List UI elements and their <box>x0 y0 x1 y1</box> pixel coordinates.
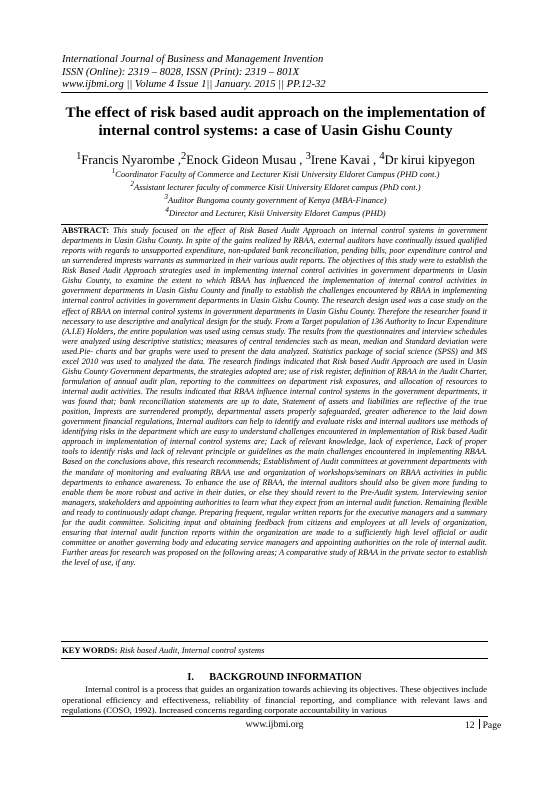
journal-header <box>62 54 326 92</box>
affiliation-text: Coordinator Faculty of Commerce and Lecturer Kisii University Eldoret Campus (PHD cont.) <box>115 168 440 179</box>
page-number: 12 <box>465 720 475 731</box>
affiliation-sup: 2 <box>130 179 134 188</box>
footer-site[interactable]: www.ijbmi.org <box>245 719 304 730</box>
journal-name: International Journal of Business and Management Invention <box>62 54 324 65</box>
journal-issn: ISSN (Online): 2319 – 8028, ISSN (Print): 2319 – 801X <box>62 66 300 78</box>
affiliation <box>50 166 501 179</box>
footer-page <box>465 719 501 731</box>
page-separator <box>479 719 480 729</box>
keywords-label: KEY WORDS: <box>62 645 118 655</box>
body-paragraph-text: Internal control is a process that guides an organization towards achieving its objectives. These objectives include operational efficiency and effectiveness, reliability of financial reporting, and compliance with relevant laws and regulations (COSO, 1992). Increased concerns regarding corporate accountability in various <box>62 684 487 715</box>
section-title: BACKGROUND INFORMATION <box>209 672 362 683</box>
affiliation-list <box>50 166 501 217</box>
keywords-text: Risk based Audit, Internal control systems <box>117 645 265 655</box>
author-name: Enock Gideon Musau , <box>186 153 303 168</box>
affiliation-sup: 1 <box>111 167 116 175</box>
affiliation-text: Auditor Bungoma county government of Kenya (MBA-Finance) <box>167 194 387 205</box>
affiliation <box>50 192 501 205</box>
affiliation <box>50 205 501 218</box>
affiliation-text: Assistant lecturer faculty of commerce Kisii University Eldoret campus (PhD cont.) <box>133 181 421 192</box>
author-name: Dr kirui kipyegon <box>384 153 475 168</box>
author-sup: 1 <box>76 151 82 162</box>
affiliation-sup: 4 <box>165 205 169 214</box>
author-sup: 4 <box>379 151 385 162</box>
affiliation-text: Director and Lecturer, Kisii University Eldoret Campus (PHD) <box>168 207 386 218</box>
header-rule <box>61 92 488 93</box>
journal-issue-line: www.ijbmi.org || Volume 4 Issue 1|| January. 2015 || PP.12-32 <box>62 79 326 91</box>
paper-title: The effect of risk based audit approach on the implementation of internal control systems: a case of Uasin Gishu County <box>65 104 486 139</box>
author-name: Francis Nyarombe , <box>81 153 182 168</box>
abstract-top-rule <box>61 224 488 225</box>
author-sup: 2 <box>181 151 187 162</box>
affiliation <box>50 179 501 192</box>
abstract-text: This study focused on the effect of Risk Based Audit Approach on internal control systems in government departments in Uasin Gishu County. In spite of the gains realized by RBAA, external auditors have continually issued qualified reports with regards to unsupported expenditure, non-updated bank reconciliation, pending bills, poor expenditure control and un surrendered imprests warrants as summarized in their various audit reports. The objectives of this study were to establish the Risk Based Audit Approach strategies used in implementing internal control activities in government departments in Uasin Gishu County, to examine the extent to which RBAA has influenced the implementation of internal control activities in government departments in Uasin Gishu County and finally to establish the challenges encountered by RBAA in implementing internal control activities in government departments in Uasin Gishu County. The research design used was a case study on the effect of RBAA on internal control systems in government departments in Uasin Gishu County. Therefore the researcher found it necessary to use descriptive and analytical design for the study. From a Target population of 136 Authority to Incur Expenditure (A.I.E) Holders, the entire population was used using census study. The results from the questionnaires and interview schedules were analyzed using descriptive statistics; measures of central tendencies such as mean, median and Standard deviation were used.Pie- charts and bar graphs were used to present the data analyzed. Statistics package of social science (SPSS) and MS excel 2010 was used to analyzed the data. The research findings indicated that Risk based Audit Approach are used in Uasin Gishu County Government departments, the strategies adopted are; use of risk register, definition of RBAA in the Audit Charter, formulation of annual audit plan, reporting to the committees on department risk exposures, and allocation of resources to internal audit activities. The results indicated that RBAA influence internal control systems in the government departments, it was found that; bank reconciliation statements are up to date, Statement of assets and liabilities are reflective of the true position, Imprests are surrendered promptly, departmental assets properly safeguarded, greater adherence to the laid down government financial regulations, Internal auditors can help to identify and evaluate risks and internal auditors use methods of identifying risks in the department which are easy to understand challenges encountered in implementation of Risk based Audit approach in implementation of internal control systems are; Lack of relevant knowledge, lack of experience, Lack of proper tools to identify risks and lack of relevant principle or guidelines as the main challenges encountered in implementing RBAA. Based on the conclusions above, this research recommends; Establishment of Audit committees at government departments with the mandate of monitoring and evaluating RBAA use and organization of workshops/seminars on RBAA activities in public departments to enhance awareness. To enhance the use of RBAA, the internal auditors should also be given more funding to enable them be more robust and active in their duties, or else they should revert to the Pre-Audit system. Interviewing senior managers, stakeholders and appointing authorities to learn what they expect from an internal audit function. Remaining flexible and ready to continuously adapt change. Preparing frequent, regular written reports for the executive managers and a summary for the audit committee. Soliciting input and obtaining feedback from citizens and employees at all levels of organization, ensuring that internal audit function reports within the organization are made to a sufficiently high level official or audit committee or another governing body and educating service managers and appointing authorities on the role of internal audit. Further areas for research was proposed on the following areas; A comparative study of RBAA in the private sector to establish the level of use, if any. <box>62 226 487 568</box>
section-heading <box>62 672 487 683</box>
footer-rule <box>61 716 488 717</box>
author-sup: 3 <box>305 151 311 162</box>
section-number: I. <box>187 672 194 683</box>
keywords-bottom-rule <box>61 658 488 659</box>
abstract <box>62 226 487 568</box>
body-paragraph <box>62 684 487 716</box>
abstract-label: ABSTRACT: <box>62 226 110 235</box>
keywords-top-rule <box>61 641 488 642</box>
page-label: Page <box>482 720 502 731</box>
affiliation-sup: 3 <box>164 192 168 201</box>
keywords <box>62 645 264 655</box>
author-name: Irene Kavai , <box>310 153 377 168</box>
